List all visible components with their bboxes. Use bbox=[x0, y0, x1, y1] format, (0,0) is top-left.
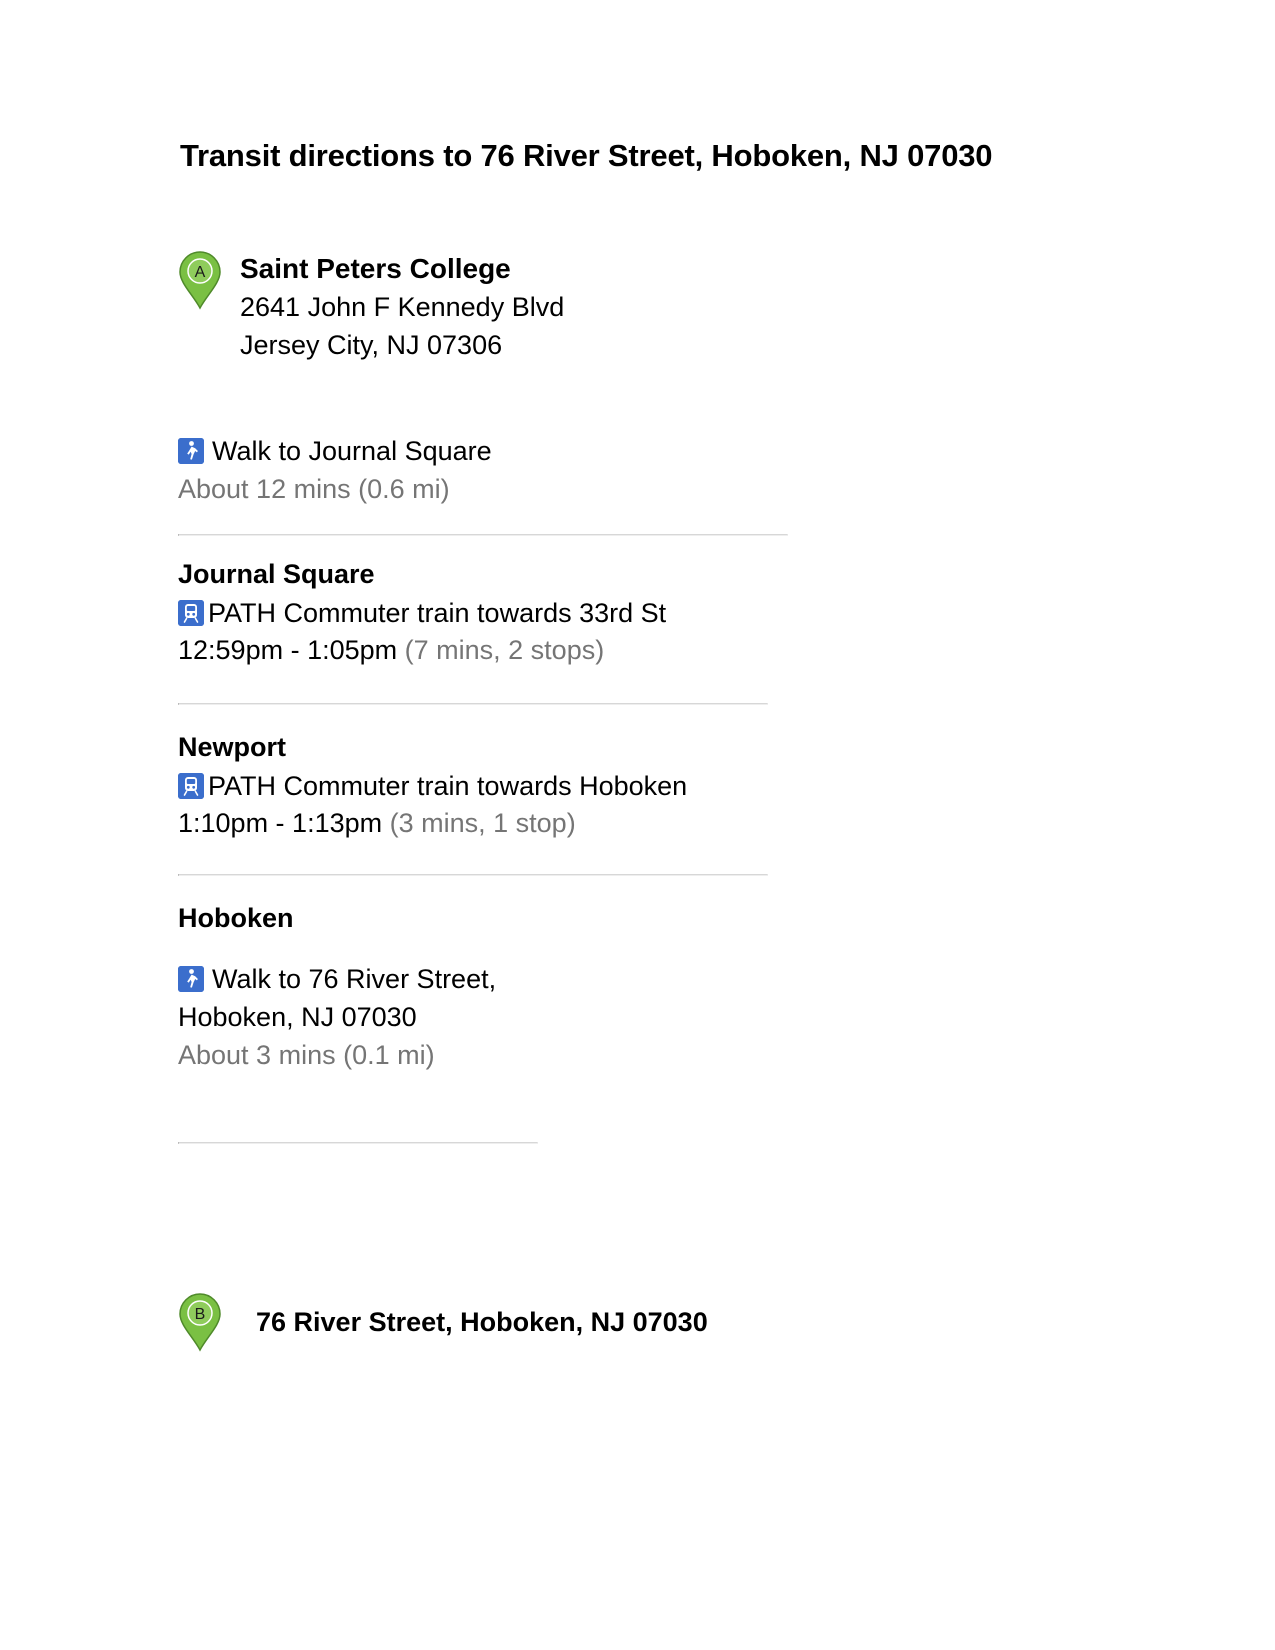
step-2-time-row bbox=[178, 632, 978, 669]
step-journal-square bbox=[178, 554, 978, 675]
step-4-instruction-row bbox=[178, 960, 508, 1036]
step-3-time-row bbox=[178, 805, 978, 842]
step-2-instruction: PATH Commuter train towards 33rd St bbox=[208, 598, 667, 628]
svg-text:A: A bbox=[194, 264, 206, 281]
destination-block bbox=[178, 1292, 978, 1352]
divider bbox=[178, 1142, 538, 1144]
step-3-detail: (3 mins, 1 stop) bbox=[389, 808, 576, 838]
origin-name: Saint Peters College bbox=[240, 253, 511, 284]
origin-address-line-1: 2641 John F Kennedy Blvd bbox=[240, 292, 565, 322]
step-2-time: 12:59pm - 1:05pm bbox=[178, 635, 398, 665]
origin-address-block bbox=[240, 250, 878, 364]
destination-address: 76 River Street, Hoboken, NJ 07030 bbox=[256, 1307, 708, 1337]
svg-text:B: B bbox=[194, 1306, 206, 1323]
step-2-instruction-row bbox=[178, 594, 978, 632]
step-3-stop-name: Newport bbox=[178, 732, 286, 762]
step-hoboken bbox=[178, 898, 978, 1080]
marker-a-icon bbox=[178, 250, 222, 310]
divider bbox=[178, 874, 768, 876]
train-icon bbox=[178, 773, 204, 799]
step-3-instruction: PATH Commuter train towards Hoboken bbox=[208, 771, 688, 801]
steps-list bbox=[178, 432, 978, 1166]
walk-icon bbox=[178, 438, 204, 464]
step-1-instruction: Walk to Journal Square bbox=[212, 436, 492, 466]
page-title: Transit directions to 76 River Street, Hoboken, NJ 07030 bbox=[180, 138, 993, 173]
divider bbox=[178, 534, 788, 536]
train-icon bbox=[178, 600, 204, 626]
step-instruction-row bbox=[178, 432, 978, 470]
step-2-detail: (7 mins, 2 stops) bbox=[404, 635, 605, 665]
divider bbox=[178, 703, 768, 705]
origin-address-line-2: Jersey City, NJ 07306 bbox=[240, 330, 503, 360]
step-newport bbox=[178, 727, 978, 848]
marker-b-icon bbox=[178, 1292, 222, 1352]
step-4-detail: About 3 mins (0.1 mi) bbox=[178, 1040, 435, 1070]
step-4-stop-name: Hoboken bbox=[178, 903, 294, 933]
step-3-instruction-row bbox=[178, 767, 978, 805]
step-3-time: 1:10pm - 1:13pm bbox=[178, 808, 383, 838]
step-4-instruction: Walk to 76 River Street, Hoboken, NJ 07030 bbox=[178, 964, 497, 1032]
origin-block bbox=[178, 250, 878, 364]
step-walk-to-journal-square bbox=[178, 432, 978, 514]
step-1-detail: About 12 mins (0.6 mi) bbox=[178, 474, 450, 504]
walk-icon bbox=[178, 966, 204, 992]
step-2-stop-name: Journal Square bbox=[178, 559, 375, 589]
